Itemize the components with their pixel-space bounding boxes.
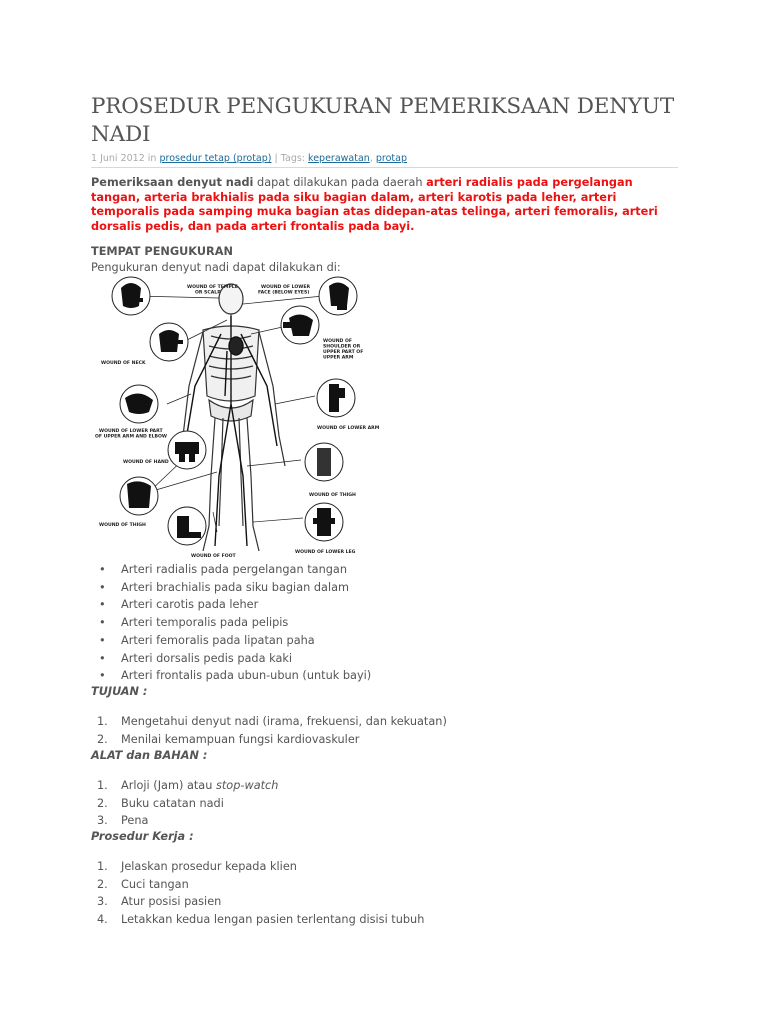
label-shoulder-1: WOUND OF [323, 339, 353, 344]
list-item: • Arteri femoralis pada lipatan paha [91, 632, 371, 650]
label-hand: WOUND OF HAND [123, 460, 169, 465]
list-item: • Arteri temporalis pada pelipis [91, 614, 371, 632]
list-item: 2. Cuci tangan [91, 876, 424, 894]
prosedur-list [91, 858, 424, 929]
label-elbow-1: WOUND OF LOWER PART [99, 429, 163, 434]
list-item: 1. Jelaskan prosedur kepada klien [91, 858, 424, 876]
tag-link-protap[interactable]: protap [375, 153, 407, 164]
pressure-points-figure [91, 276, 380, 560]
list-item: • Arteri brachialis pada siku bagian dalam [91, 579, 371, 597]
list-item: • Arteri dorsalis pedis pada kaki [91, 650, 371, 668]
pulse-sites-list [91, 561, 371, 685]
post-meta: 1 Juni 2012 in prosedur tetap (protap) | Tags: keperawatan, protap [91, 153, 678, 168]
intro-lead-rest: dapat dilakukan pada daerah [253, 176, 427, 189]
label-lower-leg: WOUND OF LOWER LEG [295, 550, 356, 555]
item-number: 3. [97, 814, 108, 828]
label-temple-1: WOUND OF TEMPLE [187, 285, 238, 290]
intro-red-1: arteri radialis pada pergelangan tangan [91, 176, 633, 204]
label-foot: WOUND OF FOOT [191, 554, 236, 559]
label-lower-arm: WOUND OF LOWER ARM [317, 426, 380, 431]
intro-red-2: arteria brakhialis pada siku bagian dalam, arteri karotis pada leher, arteri temporalis pada samping muka bagian atas didepan-atas telinga, arteri femoralis, arteri dorsalis pedis, dan pada arteri frontalis pada bayi. [91, 190, 658, 233]
label-face-1: WOUND OF LOWER [261, 285, 311, 290]
item-number: 4. [97, 913, 108, 927]
list-item: 2. Buku catatan nadi [91, 795, 278, 813]
page-title: PROSEDUR PENGUKURAN PEMERIKSAAN DENYUT NADI [91, 94, 674, 147]
intro-comma: , [135, 190, 145, 204]
tujuan-list [91, 713, 447, 748]
tag-link-keperawatan[interactable]: keperawatan [308, 153, 370, 164]
label-thigh-right: WOUND OF THIGH [309, 493, 356, 498]
item-number: 2. [97, 796, 108, 810]
label-shoulder-4: UPPER ARM [323, 355, 354, 361]
section-heading-prosedur: Prosedur Kerja : [91, 830, 194, 843]
label-face-2: FACE (BELOW EYES) [258, 290, 310, 296]
intro-lead: Pemeriksaan denyut nadi [91, 176, 254, 189]
item-number: 2. [97, 877, 108, 891]
section-heading-alat: ALAT dan BAHAN : [91, 749, 208, 762]
label-shoulder-2: SHOULDER OR [323, 344, 361, 350]
item-number: 2. [97, 732, 108, 746]
list-item: 1. Mengetahui denyut nadi (irama, frekuensi, dan kekuatan) [91, 713, 447, 731]
label-temple-2: OR SCALP [195, 290, 221, 296]
intro-paragraph [91, 176, 678, 234]
section-heading-tempat: TEMPAT PENGUKURAN [91, 245, 233, 258]
tempat-subtitle: Pengukuran denyut nadi dapat dilakukan di: [91, 261, 341, 274]
item-number: 1. [97, 779, 108, 792]
label-thigh-left: WOUND OF THIGH [99, 523, 146, 528]
item-number: 1. [97, 860, 108, 873]
section-heading-tujuan: TUJUAN : [91, 685, 148, 698]
list-item: 3. Pena [91, 812, 278, 830]
alat-list [91, 777, 278, 830]
list-item: • Arteri radialis pada pergelangan tangan [91, 561, 371, 579]
label-neck: WOUND OF NECK [101, 361, 146, 366]
list-item: 4. Letakkan kedua lengan pasien terlentang disisi tubuh [91, 911, 424, 929]
list-item: • Arteri frontalis pada ubun-ubun (untuk bayi) [91, 667, 371, 685]
item-number: 1. [97, 715, 108, 728]
label-elbow-2: OF UPPER ARM AND ELBOW [95, 434, 167, 440]
list-item: 2. Menilai kemampuan fungsi kardiovaskuler [91, 731, 447, 749]
in-word: in [147, 153, 157, 164]
post-date: 1 Juni 2012 [91, 153, 145, 164]
item-number: 3. [97, 895, 108, 909]
category-link[interactable]: prosedur tetap (protap) [159, 153, 272, 164]
list-item: 3. Atur posisi pasien [91, 893, 424, 911]
list-item: • Arteri carotis pada leher [91, 596, 371, 614]
list-item: 1. Arloji (Jam) atau stop-watch [91, 777, 278, 795]
label-shoulder-3: UPPER PART OF [323, 350, 364, 355]
meta-separator: | [274, 153, 278, 164]
tags-label: Tags: [280, 153, 305, 164]
